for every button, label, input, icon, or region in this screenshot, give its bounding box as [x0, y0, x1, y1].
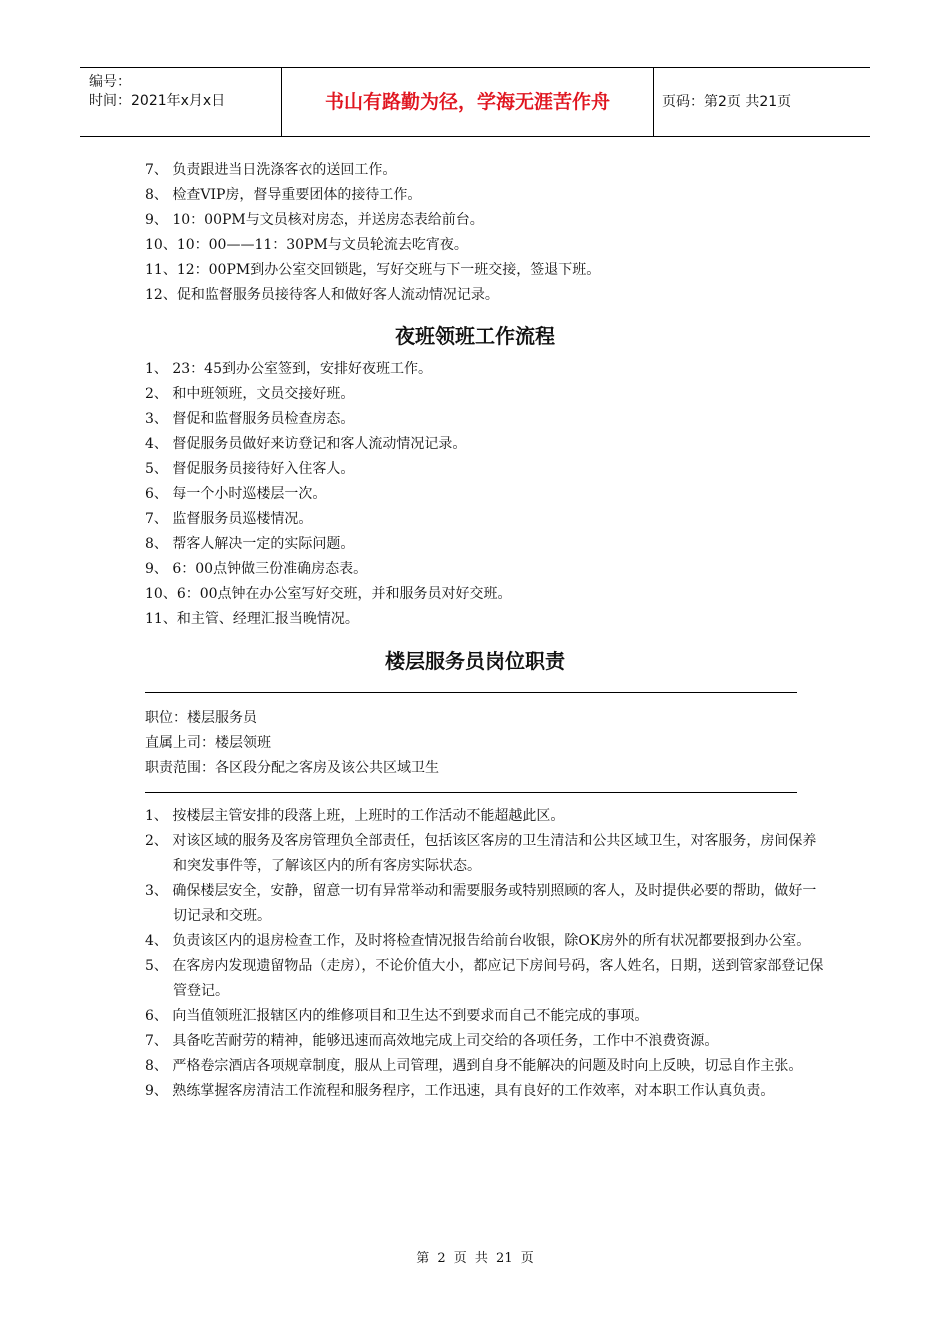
list-item: 11、12：00PM到办公室交回锁匙，写好交班与下一班交接，签退下班。 [145, 262, 601, 278]
list-item: 9、 10：00PM与文员核对房态，并送房态表给前台。 [145, 212, 484, 228]
list-item: 1、 23：45到办公室签到，安排好夜班工作。 [145, 361, 432, 377]
list-item: 11、和主管、经理汇报当晚情况。 [145, 611, 359, 627]
list-item: 5、 督促服务员接待好入住客人。 [145, 461, 355, 477]
section3-title: 楼层服务员岗位职责 [385, 649, 565, 673]
list-item: 8、 帮客人解决一定的实际问题。 [145, 536, 355, 552]
list-item: 10、6：00点钟在办公室写好交班，并和服务员对好交班。 [145, 586, 512, 602]
list-item: 7、 负责跟进当日洗涤客衣的送回工作。 [145, 162, 397, 178]
page-header [80, 67, 870, 137]
header-meta-cell [80, 68, 282, 136]
job-superior: 直属上司：楼层领班 [145, 735, 271, 751]
list-item: 7、 监督服务员巡楼情况。 [145, 511, 313, 527]
divider-top [145, 692, 797, 693]
list-item: 8、 严格卷宗酒店各项规章制度，服从上司管理，遇到自身不能解决的问题及时向上反映，切忌自作主张。 [145, 1058, 803, 1074]
list-item: 3、 督促和监督服务员检查房态。 [145, 411, 355, 427]
list-item: 4、 督促服务员做好来访登记和客人流动情况记录。 [145, 436, 467, 452]
list-item: 6、 向当值领班汇报辖区内的维修项目和卫生达不到要求而自己不能完成的事项。 [145, 1008, 649, 1024]
section1-list [145, 158, 825, 308]
list-item: 10、10：00——11：30PM与文员轮流去吃宵夜。 [145, 237, 468, 253]
job-info [145, 706, 439, 781]
list-item: 3、 确保楼层安全，安静，留意一切有异常举动和需要服务或特别照顾的客人，及时提供必要的帮助，做好一切记录和交班。 [145, 883, 817, 924]
section2-title: 夜班领班工作流程 [395, 324, 555, 348]
header-page-label: 页码：第2页 共21页 [662, 94, 792, 110]
list-item: 1、 按楼层主管安排的段落上班，上班时的工作活动不能超越此区。 [145, 808, 565, 824]
header-motto: 书山有路勤为径，学海无涯苦作舟 [282, 68, 654, 136]
section3-list [145, 804, 825, 1104]
job-position: 职位：楼层服务员 [145, 710, 257, 726]
list-item: 4、 负责该区内的退房检查工作，及时将检查情况报告给前台收银，除OK房外的所有状况都要报到办公室。 [145, 933, 811, 949]
list-item: 9、 熟练掌握客房清洁工作流程和服务程序，工作迅速，具有良好的工作效率，对本职工作认真负责。 [145, 1083, 775, 1099]
page-footer: 第 2 页 共 21 页 [416, 1251, 534, 1266]
job-scope: 职责范围：各区段分配之客房及该公共区域卫生 [145, 760, 439, 776]
list-item: 5、 在客房内发现遗留物品（走房），不论价值大小，都应记下房间号码，客人姓名，日期，送到管家部登记保管登记。 [145, 958, 824, 999]
section2-list [145, 357, 825, 632]
header-number-label: 编号： [89, 74, 131, 90]
divider-bottom [145, 792, 797, 793]
list-item: 7、 具备吃苦耐劳的精神，能够迅速而高效地完成上司交给的各项任务，工作中不浪费资源。 [145, 1033, 719, 1049]
list-item: 8、 检查VIP房，督导重要团体的接待工作。 [145, 187, 422, 203]
list-item: 2、 对该区域的服务及客房管理负全部责任，包括该区客房的卫生清洁和公共区域卫生，对客服务，房间保养和突发事件等，了解该区内的所有客房实际状态。 [145, 833, 817, 874]
list-item: 9、 6：00点钟做三份准确房态表。 [145, 561, 368, 577]
header-time-label: 时间：2021年x月x日 [89, 93, 226, 109]
list-item: 12、促和监督服务员接待客人和做好客人流动情况记录。 [145, 287, 499, 303]
list-item: 2、 和中班领班，文员交接好班。 [145, 386, 355, 402]
list-item: 6、 每一个小时巡楼层一次。 [145, 486, 327, 502]
